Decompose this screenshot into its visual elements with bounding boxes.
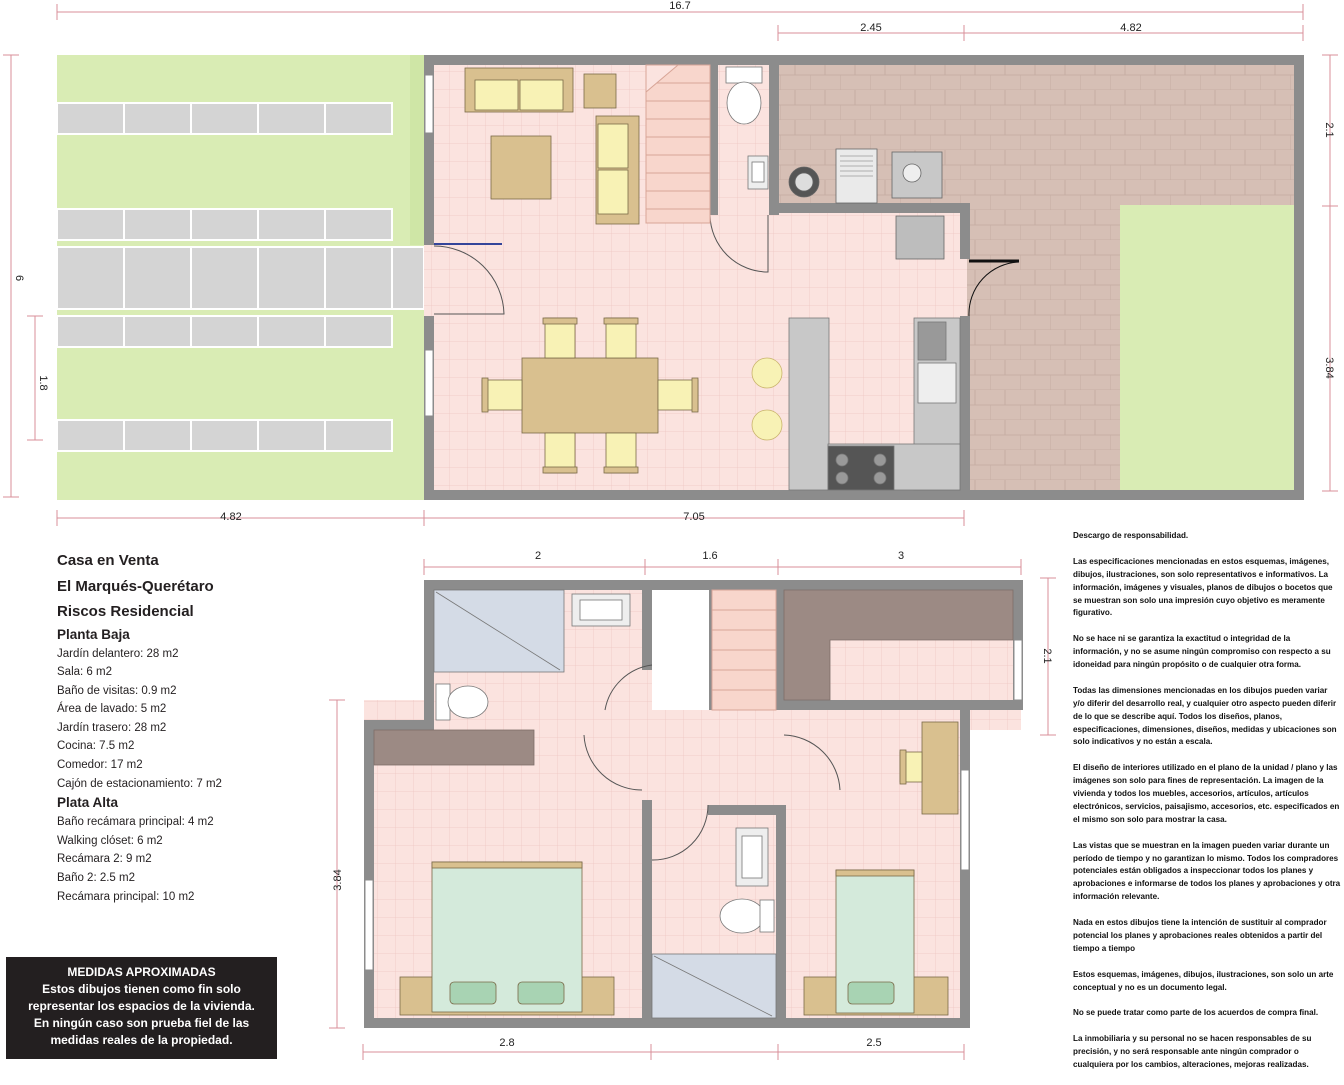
dim-bottom-right: 7.05 [683,511,705,523]
disclaimer-paragraph: Descargo de responsabilidad. [1073,531,1189,540]
note-line: En ningún caso son prueba fiel de las [33,1016,250,1030]
dim-upper-right: 2.1 [1041,648,1053,664]
approximate-measures-note [6,957,277,1059]
upper-floor-plan [364,580,1023,1028]
note-title: MEDIDAS APROXIMADAS [67,965,216,979]
dim-bottom-left: 4.82 [220,511,242,523]
area-item: Sala: 6 m2 [57,666,112,679]
disclaimer-paragraph: Todas las dimensiones mencionadas en los dibujos pueden variar y/o diferir del desarrollo real, y cualquier otro aspecto pueden diferir de lo que se describe aquí. Todos los diseños, planos, especificaciones, dimensiones, diseños, medidas y ubicaciones son solo indicativos y no están a escala. [1073,685,1337,747]
ground-floor-list [57,645,347,794]
dim-right-top: 2.1 [1323,122,1335,138]
master-bed [400,862,614,1015]
upper-floor-heading: Plata Alta [57,795,119,811]
disclaimer [1073,530,1341,1085]
coffee-table [491,136,551,199]
dim-top-right-1: 2.45 [860,22,882,34]
disclaimer-paragraph: Las vistas que se muestran en la imagen pueden variar durante un período de tiempo y no garantizan lo mismo. Todos los compradores potenciales están obligados a inspeccionar todos los planes y aprobaciones e informarse de todos los planes y aprobaciones y otra información relevante. [1073,840,1341,902]
disclaimer-paragraph: No se hace ni se garantiza la exactitud o integridad de la información, y no se asume ningún compromiso con respecto a su idoneidad para ningún propósito o de cualquier otra forma. [1073,634,1331,670]
dim-upper-bottom-1: 2.8 [499,1037,515,1049]
dim-overall-width: 16.7 [669,0,691,12]
note-line: medidas reales de la propiedad. [50,1033,233,1047]
area-item: Jardín delantero: 28 m2 [57,647,179,660]
back-garden [1120,205,1303,492]
dim-right-bottom: 3.84 [1323,357,1335,379]
dining-table [522,358,658,433]
area-item: Recámara principal: 10 m2 [57,890,195,903]
upper-floor-list [57,813,347,906]
stove [828,446,894,490]
area-item: Walking clóset: 6 m2 [57,834,163,847]
area-item: Área de lavado: 5 m2 [57,703,167,716]
disclaimer-paragraph: Las especificaciones mencionadas en estos esquemas, imágenes, dibujos, ilustraciones, son solo representativos e informativos. La información, imágenes y visuales, planos de dibujos o bocetos que se muestran son solo una impresión cuyo objetivo es meramente figurativo. [1073,556,1333,618]
note-line: representar los espacios de la vivienda. [28,999,255,1013]
dim-top-right-2: 4.82 [1120,22,1142,34]
ground-floor-plan [57,55,1304,500]
disclaimer-paragraph: Nada en estos dibujos tiene la intención de sustituir al comprador potencial los planes y aprobaciones reales obtenidos a partir del tiempo a tiempo [1073,918,1327,953]
stair-void [652,590,709,710]
dim-upper-seg-1: 2 [534,550,542,562]
area-item: Baño recámara principal: 4 m2 [57,816,214,829]
disclaimer-paragraph: Estos esquemas, imágenes, dibujos, ilustraciones, son solo un arte conceptual y no es un documento legal. [1073,969,1334,992]
area-item: Baño de visitas: 0.9 m2 [57,684,177,697]
garden-strip [410,55,424,245]
dim-upper-seg-3: 3 [897,550,905,562]
disclaimer-paragraph: El diseño de interiores utilizado en el plano de la unidad / plano y las imágenes son solo para fines de representación. La imagen de la vivienda y todos los muebles, accesorios, artículos, artículos electrónicos, servicios, paisajismo, accesorios, etc. especificados en el mismo son solo para mostrar la casa. [1073,763,1340,824]
note-line: Estos dibujos tienen como fin solo [42,982,241,996]
title-line: El Marqués-Querétaro [57,577,214,595]
title-line: Casa en Venta [57,552,159,569]
dim-upper-seg-2: 1.6 [702,550,718,562]
title-line: Riscos Residencial [57,603,194,620]
ground-stairs [646,65,710,223]
closet-a [374,730,534,765]
dim-upper-bottom-2: 2.5 [866,1037,882,1049]
dim-left-total: 6 [13,274,25,282]
ground-floor-heading: Planta Baja [57,626,130,642]
disclaimer-paragraph: La inmobiliaria y su personal no se hacen responsables de su precisión, y no será responsable ante ningún comprador o cualquiera por los cambios, alteraciones, mejoras realizadas. [1073,1034,1312,1070]
area-item: Cocina: 7.5 m2 [57,740,135,753]
area-item: Recámara 2: 9 m2 [57,853,152,866]
upper-stairs [712,590,776,710]
kitchen-island [789,318,829,490]
area-item: Baño 2: 2.5 m2 [57,872,135,885]
area-item: Jardín trasero: 28 m2 [57,721,167,734]
dim-upper-left: 3.84 [332,869,344,891]
disclaimer-paragraph: No se puede tratar como parte de los acuerdos de compra final. [1073,1008,1319,1018]
area-item: Comedor: 17 m2 [57,759,143,772]
dim-left-parking: 1.8 [37,375,49,391]
armchair [584,74,616,108]
property-info [57,548,347,906]
area-item: Cajón de estacionamiento: 7 m2 [57,777,222,790]
